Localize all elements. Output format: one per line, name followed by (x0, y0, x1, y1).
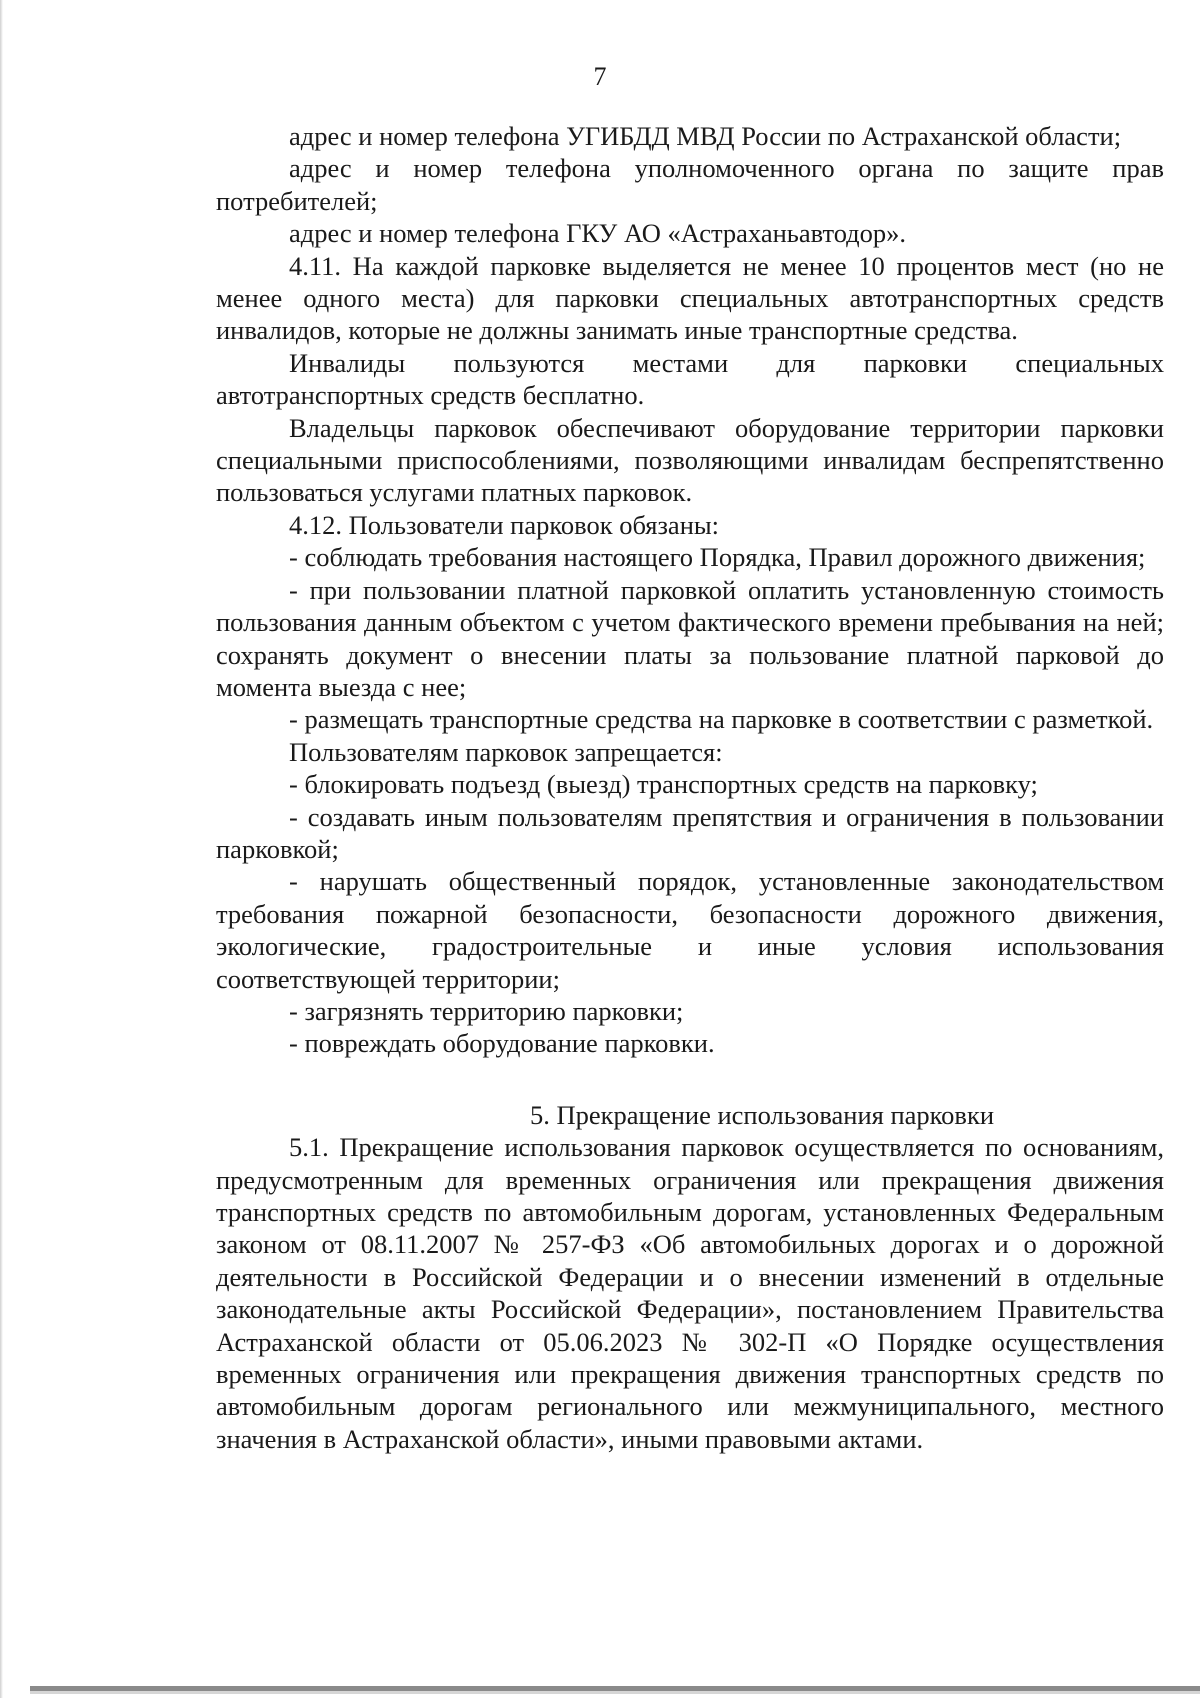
list-item-prohibition: - создавать иным пользователям препятствия и ограничения в пользовании парковкой; (216, 801, 1164, 864)
list-item-prohibition: - нарушать общественный порядок, установленные законодательством требования пожарной безопасности, безопасности дорожного движения, экологические, градостроительные и иные условия использования соответствующей территории; (216, 866, 1164, 994)
section-5-heading: 5. Прекращение использования парковки (530, 1099, 994, 1130)
list-item-obligation: - размещать транспортные средства на парковке в соответствии с разметкой. (289, 704, 1154, 735)
paragraph-ugibdd-address: адрес и номер телефона УГИБДД МВД России по Астраханской области; (289, 121, 1122, 151)
document-body (216, 120, 1164, 1455)
list-item-prohibition: - блокировать подъезд (выезд) транспортных средств на парковку; (289, 769, 1038, 800)
paragraph-gku-address: адрес и номер телефона ГКУ АО «Астраханьавтодор». (289, 218, 907, 249)
list-item-obligation: - соблюдать требования настоящего Порядка, Правил дорожного движения; (289, 542, 1146, 573)
list-item-prohibition: - повреждать оборудование парковки. (289, 1028, 715, 1059)
paragraph-owners-equipment: Владельцы парковок обеспечивают оборудование территории парковки специальными приспособлениями, позволяющими инвалидам беспрепятственно пользоваться услугами платных парковок. (216, 412, 1164, 508)
scan-left-edge (0, 0, 3, 1698)
page-number: 7 (593, 62, 607, 91)
list-item-prohibition: - загрязнять территорию парковки; (289, 995, 684, 1026)
paragraph-disabled-free-parking: Инвалиды пользуются местами для парковки специальных автотранспортных средств бесплатно. (216, 347, 1164, 411)
paragraph-prohibitions-intro: Пользователям парковок запрещается: (289, 736, 723, 767)
paragraph-5-1: 5.1. Прекращение использования парковок осуществляется по основаниям, предусмотренным для временных ограничения или прекращения движения транспортных средств по автомобильным дорогам, установленных Федеральным законом от 08.11.2007 № 257-ФЗ «Об автомобильных дорогах и о дорожной деятельности в Российской Федерации и о внесении изменений в отдельные законодательные акты Российской Федерации», постановлением Правительства Астраханской области от 05.06.2023 № 302-П «О Порядке осуществления временных ограничения или прекращения движения транспортных средств по автомобильным дорогам регионального или межмуниципального, местного значения в Астраханской области», иными правовыми актами. (216, 1132, 1164, 1454)
paragraph-4-11: 4.11. На каждой парковке выделяется не менее 10 процентов мест (но не менее одного места) для парковки специальных автотранспортных средств инвалидов, которые не должны занимать иные транспортные средства. (216, 250, 1164, 346)
paragraph-4-12: 4.12. Пользователи парковок обязаны: (289, 509, 720, 540)
list-item-obligation: - при пользовании платной парковкой оплатить установленную стоимость пользования данным объектом с учетом фактического времени пребывания на ней; сохранять документ о внесении платы за пользование платной парковой до момента выезда с нее; (216, 574, 1164, 702)
scan-bottom-shadow (30, 1691, 1200, 1694)
paragraph-consumer-rights-address: адрес и номер телефона уполномоченного органа по защите прав потребителей; (216, 153, 1164, 216)
